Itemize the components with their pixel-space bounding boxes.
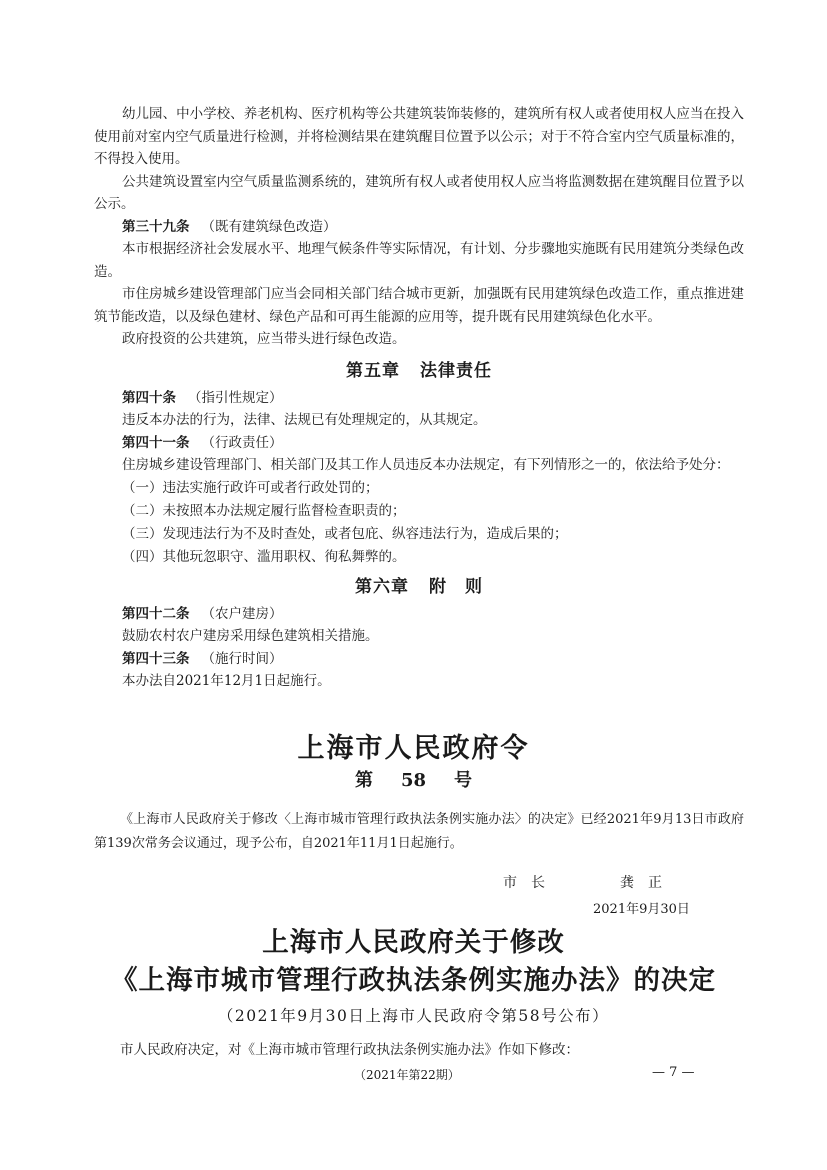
article-40-heading — [94, 387, 744, 410]
paragraph-green-retrofit-plan: 本市根据经济社会发展水平、地理气候条件等实际情况，有计划、分步骤地实施既有民用建筑分类绿色改造。 — [94, 241, 744, 280]
chapter-5-label: 第五章 — [346, 360, 400, 381]
decision-title-line1: 上海市人民政府关于修改 — [262, 927, 565, 958]
decision-intro: 市人民政府决定，对《上海市城市管理行政执法条例实施办法》作如下修改： — [120, 1042, 579, 1058]
page-number: — 7 — — [652, 1065, 695, 1080]
decision-subtitle: （2021年9月30日上海市人民政府令第58号公布） — [217, 1007, 610, 1025]
order-number — [0, 766, 827, 792]
article-40-title: （指引性规定） — [188, 389, 283, 406]
order-number-prefix: 第 — [354, 770, 373, 791]
chapter-6-heading — [94, 573, 744, 601]
order-title: 上海市人民政府令 — [297, 733, 530, 764]
order-number-suffix: 号 — [454, 770, 473, 791]
article-40-number: 第四十条 — [122, 389, 176, 406]
article-43-number: 第四十三条 — [122, 650, 190, 667]
article-42-title: （农户建房） — [201, 605, 283, 622]
article-42-heading — [94, 603, 744, 626]
article-41-title: （行政责任） — [201, 434, 283, 451]
order-number-value: 58 — [400, 770, 427, 791]
article-39-number: 第三十九条 — [122, 218, 190, 235]
article-39-heading — [94, 216, 744, 239]
order-date: 2021年9月30日 — [593, 902, 690, 917]
decision-title-line2: 《上海市城市管理行政执法条例实施办法》的决定 — [111, 965, 716, 996]
chapter-5-heading — [94, 357, 744, 385]
list-item: （三）发现违法行为不及时查处，或者包庇、纵容违法行为，造成后果的； — [122, 525, 568, 542]
paragraph-effective-date: 本办法自2021年12月1日起施行。 — [122, 673, 331, 689]
paragraph-guiding-provision: 违反本办法的行为，法律、法规已有处理规定的，从其规定。 — [122, 412, 487, 428]
paragraph-rural-housing: 鼓励农村农户建房采用绿色建筑相关措施。 — [122, 628, 379, 644]
paragraph-air-quality-testing: 幼儿园、中小学校、养老机构、医疗机构等公共建筑装饰装修的，建筑所有权人或者使用权人应当在投入使用前对室内空气质量进行检测，并将检测结果在建筑醒目位置予以公示；对于不符合室内空气质量标准的，不得投入使用。 — [94, 106, 744, 167]
order-body: 《上海市人民政府关于修改〈上海市城市管理行政执法条例实施办法〉的决定》已经2021年9月13日市政府第139次常务会议通过，现予公布，自2021年11月1日起施行。 — [94, 812, 744, 851]
article-39-title: （既有建筑绿色改造） — [201, 218, 337, 235]
paragraph-air-quality-monitoring: 公共建筑设置室内空气质量监测系统的，建筑所有权人或者使用权人应当将监测数据在建筑醒目位置予以公示。 — [94, 173, 744, 212]
regulation-text — [94, 103, 744, 693]
signer-name: 龚 正 — [620, 875, 662, 891]
list-item: （四）其他玩忽职守、滥用职权、徇私舞弊的。 — [122, 548, 406, 565]
chapter-6-title: 附 则 — [429, 576, 483, 597]
paragraph-green-retrofit-work: 市住房城乡建设管理部门应当会同相关部门结合城市更新，加强既有民用建筑绿色改造工作，重点推进建筑节能改造，以及绿色建材、绿色产品和可再生能源的应用等，提升既有民用建筑绿色化水平。 — [94, 286, 744, 325]
list-item: （一）违法实施行政许可或者行政处罚的； — [122, 479, 379, 496]
list-item: （二）未按照本办法规定履行监督检查职责的； — [122, 502, 406, 519]
article-41-heading — [94, 432, 744, 455]
article-43-heading — [94, 648, 744, 671]
article-42-number: 第四十二条 — [122, 605, 190, 622]
chapter-6-label: 第六章 — [355, 576, 409, 597]
article-41-number: 第四十一条 — [122, 434, 190, 451]
chapter-5-title: 法律责任 — [420, 360, 492, 381]
paragraph-public-building-retrofit: 政府投资的公共建筑，应当带头进行绿色改造。 — [122, 331, 406, 347]
paragraph-administrative-liability: 住房城乡建设管理部门、相关部门及其工作人员违反本办法规定，有下列情形之一的，依法给予处分： — [122, 457, 730, 473]
article-43-title: （施行时间） — [201, 650, 283, 667]
signer-title: 市 长 — [503, 875, 545, 891]
footer-issue: （2021年第22期） — [354, 1068, 460, 1082]
